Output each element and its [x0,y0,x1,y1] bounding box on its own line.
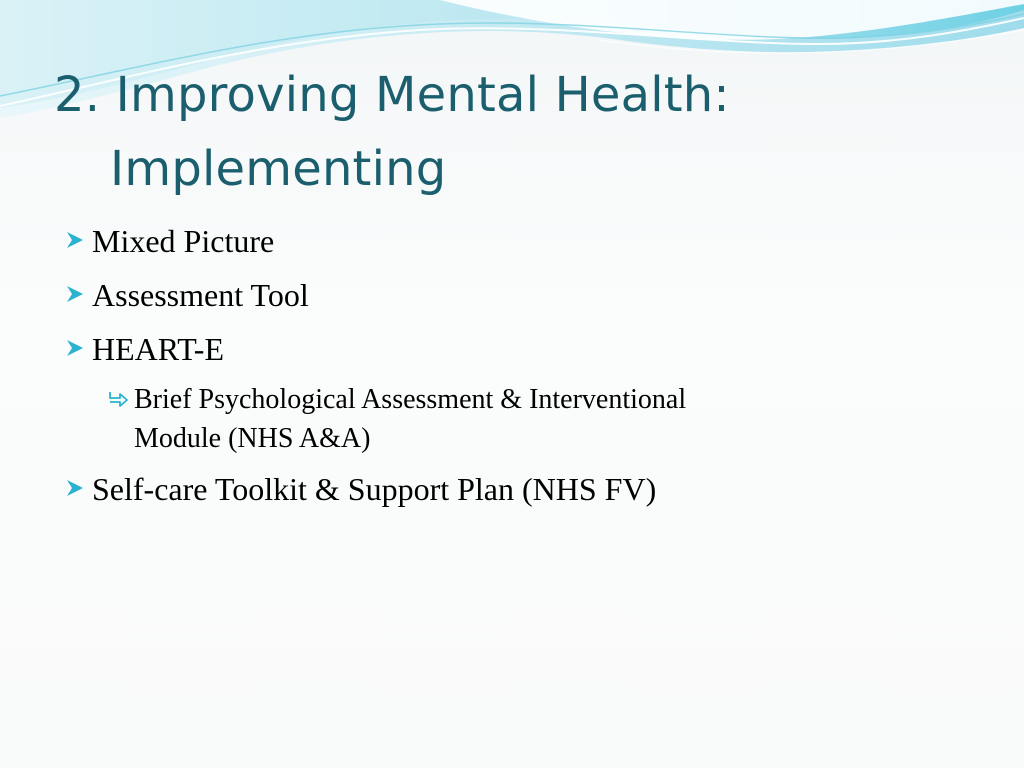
bullet-text: Mixed Picture [92,223,275,259]
bullet-text: HEART-E [92,331,224,367]
bullet-item [64,330,964,368]
outline-arrow-bullet-icon [106,386,132,412]
bullet-text: Assessment Tool [92,277,309,313]
sub-bullet-text-line-1: Brief Psychological Assessment & Interventional [134,384,687,415]
bullet-item [64,470,964,508]
slide-title-line-1: 2. Improving Mental Health: [54,67,730,123]
bullet-text: Self-care Toolkit & Support Plan (NHS FV) [92,471,657,507]
bullet-item [64,222,964,260]
arrowhead-bullet-icon [64,229,86,251]
bullet-list [64,222,964,524]
slide-title [54,58,994,206]
sub-bullet-item [64,380,964,458]
arrowhead-bullet-icon [64,283,86,305]
arrowhead-bullet-icon [64,477,86,499]
slide-title-line-2: Implementing [110,141,447,197]
bullet-item [64,276,964,314]
sub-bullet-text-line-2: Module (NHS A&A) [134,423,371,454]
arrowhead-bullet-icon [64,337,86,359]
